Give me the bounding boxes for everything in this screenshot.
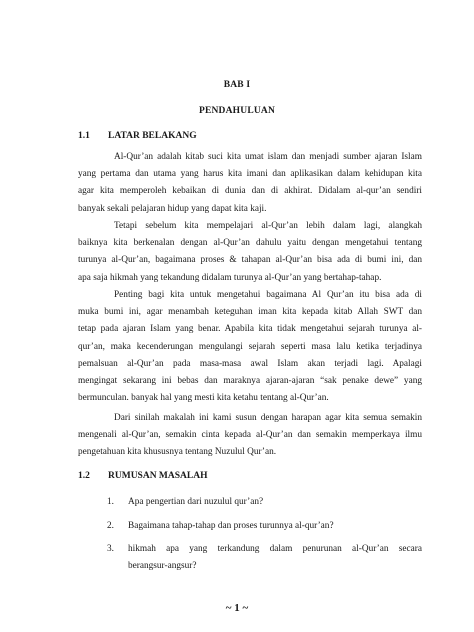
paragraph-line: mengenali al-Qur’an, semakin cinta kepada al-Qur’an dan semakin memperkaya ilmu	[78, 430, 422, 441]
paragraph-line: Dari sinilah makalah ini kami susun dengan harapan agar kita semua semakin	[114, 413, 422, 423]
section-number: 1.2	[78, 471, 90, 481]
paragraph-line: Penting bagi kita untuk mengetahui bagaimana Al Qur’an itu bisa ada di	[114, 290, 422, 300]
paragraph-line: mengingat sekarang ini bebas dan maraknya ajaran-ajaran “sak penake dewe” yang	[78, 376, 422, 387]
paragraph-line: baiknya kita berkenalan dengan al-Qur’an dahulu yaitu dengan mengetahui tentang	[78, 238, 422, 249]
list-item-text: Apa pengertian dari nuzulul qur’an?	[128, 497, 264, 507]
paragraph-line: apa saja hikmah yang tekandung didalam turunya al-Qur’an yang bertahap-tahap.	[78, 272, 382, 283]
paragraph	[78, 287, 422, 407]
list-item	[107, 518, 422, 535]
section-number: 1.1	[78, 131, 90, 141]
problem-list	[107, 494, 422, 574]
list-number: 1.	[107, 497, 114, 507]
chapter-title: PENDAHULUAN	[198, 106, 276, 116]
chapter-label: BAB I	[223, 80, 251, 90]
section-heading-latar-belakang	[78, 131, 197, 141]
paragraph-line: Al-Qur’an adalah kitab suci kita umat islam dan menjadi sumber ajaran Islam	[114, 152, 422, 162]
paragraph-line: yang pertama dan utama yang harus kita imani dan aplikasikan dalam kehidupan kita	[78, 169, 422, 180]
list-item-text: berangsur-angsur?	[128, 560, 197, 571]
list-item	[107, 541, 422, 574]
paragraph-line: turunya al-Qur’an, bagaimana proses & tahapan al-Qur’an bisa ada di bumi ini, dan	[78, 255, 422, 266]
section-title: LATAR BELAKANG	[108, 131, 197, 141]
list-item-text: Bagaimana tahap-tahap dan proses turunnya al-qur’an?	[128, 520, 334, 531]
page-number: ~ 1 ~	[225, 602, 249, 614]
paragraph-line: agar kita memperoleh kebaikan di dunia dan di akhirat. Didalam al-qur’an sendiri	[78, 186, 422, 197]
paragraph	[78, 410, 422, 462]
paragraph-line: banyak sekali pelajaran hidup yang dapat kita kaji.	[78, 203, 267, 214]
paragraph-line: muka bumi ini, agar menambah keteguhan iman kita kepada kitab Allah SWT dan	[78, 307, 422, 318]
list-number: 3.	[107, 544, 114, 554]
paragraph	[78, 218, 422, 287]
paragraph-line: pengetahuan kita khususnya tentang Nuzulul Qur’an.	[78, 447, 277, 458]
paragraph-line: pemalsuan al-Qur’an pada masa-masa awal Islam akan terjadi lagi. Apalagi	[78, 358, 422, 369]
paragraph-line: tetap pada ajaran Islam yang benar. Apabila kita tidak mengetahui sejarah turunya al-	[78, 324, 422, 335]
list-item-text: hikmah apa yang terkandung dalam penurunan al-Qur’an secara	[128, 544, 422, 554]
list-number: 2.	[107, 520, 114, 531]
paragraph-line: Tetapi sebelum kita mempelajari al-Qur’an lebih dalam lagi, alangkah	[114, 221, 422, 231]
paragraph	[78, 149, 422, 218]
list-item	[107, 494, 422, 511]
section-heading-rumusan-masalah	[78, 471, 208, 481]
paragraph-line: bermunculan. banyak hal yang mesti kita ketahu tentang al-Qur’an.	[78, 393, 329, 404]
section-title: RUMUSAN MASALAH	[108, 471, 208, 481]
paragraph-line: qur’an, maka kecenderungan mengulangi sejarah seperti masa lalu ketika terjadinya	[78, 341, 422, 352]
